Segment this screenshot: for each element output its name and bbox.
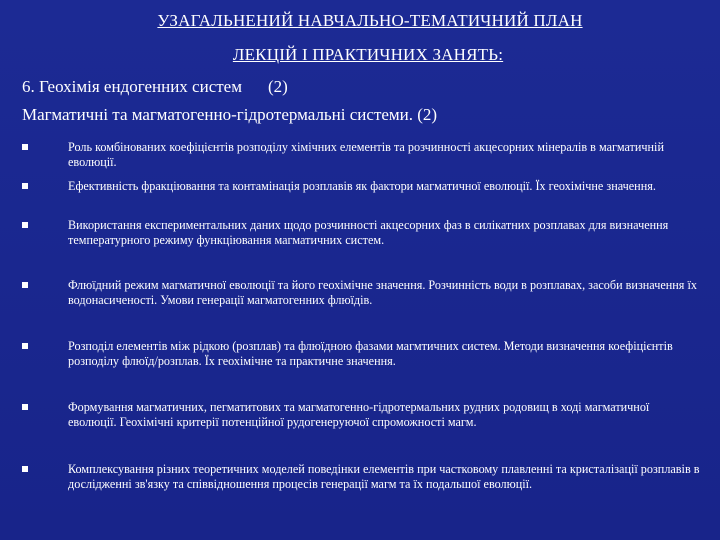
section-heading — [22, 76, 288, 98]
list-item-text: Формування магматичних, пегматитових та магматогенно-гідротермальних рудних родовищ в ході магматичної еволюції. Геохімічні критерії потенційної рудогенеруючої спроможності магм. — [68, 400, 650, 429]
subsection-heading: Магматичні та магматогенно-гідротермальні системи. (2) — [22, 105, 438, 124]
list-item-text: Роль комбінованих коефіцієнтів розподілу хімічних елементів та розчинності акцесорних мінералів в магматичній еволюції. — [68, 140, 664, 169]
section-hours: (2) — [267, 77, 288, 96]
list-item-text: Ефективність фракціювання та контамінація розплавів як фактори магматичної еволюції. Їх геохімічне значення. — [68, 179, 656, 193]
list-item-text: Розподіл елементів між рідкою (розплав) та флюїдною фазами магмтичних систем. Методи визначення коефіцієнтів розподілу флюїд/розплав. Їх геохімічне та практичне значення. — [68, 339, 673, 368]
square-bullet-icon — [22, 466, 28, 472]
list-item-text: Комплексування різних теоретичних моделей поведінки елементів при частковому плавленні та кристалізації розплавів в дослідженні зв'язку та співвідношення процесів генерації магм та їх подальшої еволюції. — [68, 462, 700, 491]
list-item-text: Використання експериментальних даних щодо розчинності акцесорних фаз в силікатних розплавах для визначення температурного режиму функціювання магматичних систем. — [68, 218, 669, 247]
list-item-text: Флюїдний режим магматичної еволюції та його геохімічне значення. Розчинність води в розплавах, засоби визначення їх водонасиченості. Умови генерації магматогенних флюїдів. — [68, 278, 697, 307]
slide-title-line-1: УЗАГАЛЬНЕНИЙ НАВЧАЛЬНО-ТЕМАТИЧНИЙ ПЛАН — [157, 11, 583, 30]
square-bullet-icon — [22, 222, 28, 228]
square-bullet-icon — [22, 343, 28, 349]
square-bullet-icon — [22, 404, 28, 410]
square-bullet-icon — [22, 183, 28, 189]
square-bullet-icon — [22, 144, 28, 150]
slide-title-line-2: ЛЕКЦІЙ І ПРАКТИЧНИХ ЗАНЯТЬ: — [232, 45, 504, 64]
square-bullet-icon — [22, 282, 28, 288]
section-title: 6. Геохімія ендогенних систем — [22, 77, 242, 96]
